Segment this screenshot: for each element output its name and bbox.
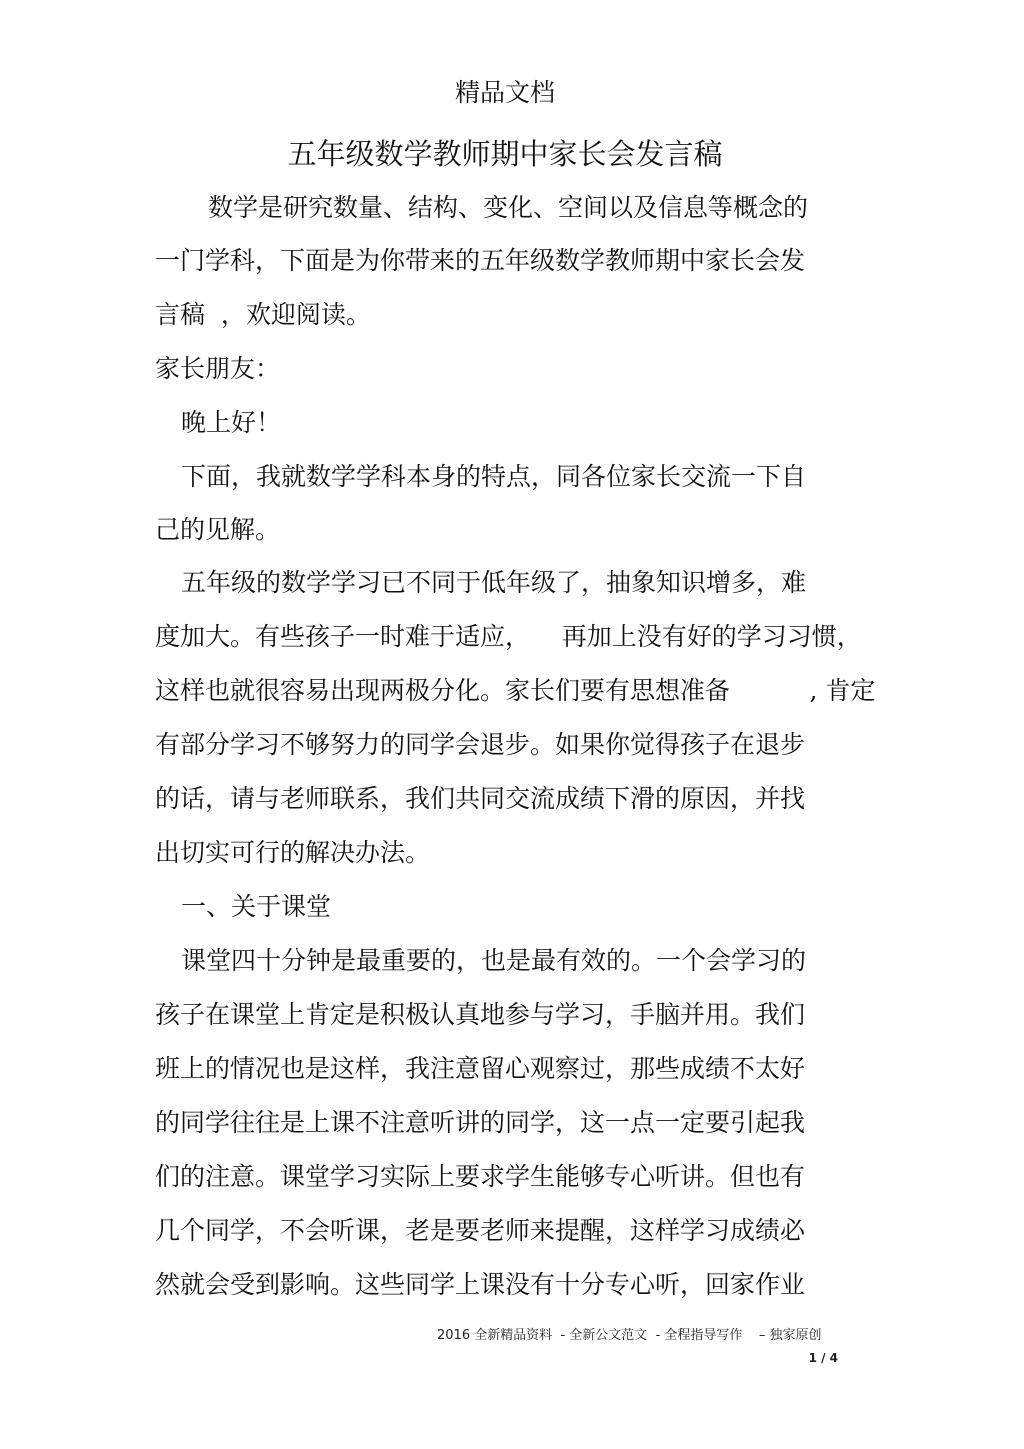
body-line: 的话，请与老师联系，我们共同交流成绩下滑的原因，并找: [155, 784, 806, 813]
body-line: 这样也就很容易出现两极分化。家长们要有思想准备 , 肯定: [155, 676, 876, 705]
body-line: 有部分学习不够努力的同学会退步。如果你觉得孩子在退步: [155, 730, 806, 759]
body-line: 出切实可行的解决办法。: [155, 838, 431, 867]
body-line: 的同学往往是上课不注意听讲的同学，这一点一定要引起我: [155, 1108, 806, 1137]
body-line: 孩子在课堂上肯定是积极认真地参与学习，手脑并用。我们: [155, 1000, 806, 1029]
page-number: 1 / 4: [808, 1351, 838, 1365]
section-heading: 一、关于课堂: [181, 892, 332, 921]
body-line: 一门学科，下面是为你带来的五年级数学教师期中家长会发: [155, 246, 806, 275]
greeting: 晚上好！: [181, 408, 282, 437]
document-title: 五年级数学教师期中家长会发言稿: [287, 137, 723, 171]
body-line: 度加大。有些孩子一时难于适应， 再加上没有好的学习习惯，: [155, 622, 862, 651]
body-line: 班上的情况也是这样，我注意留心观察过，那些成绩不太好: [155, 1054, 806, 1083]
page-header: 精品文档: [454, 78, 555, 107]
body-line: 言稿 ，欢迎阅读。: [155, 300, 371, 329]
body-line: 五年级的数学学习已不同于低年级了，抽象知识增多，难: [181, 568, 807, 597]
body-line: 然就会受到影响。这些同学上课没有十分专心听，回家作业: [155, 1270, 806, 1299]
page-footer: 2016 全新精品资料 - 全新公文范文 - 全程指导写作 – 独家原创: [437, 1328, 822, 1343]
body-line: 己的见解。: [155, 515, 281, 544]
body-line: 课堂四十分钟是最重要的，也是最有效的。一个会学习的: [181, 946, 807, 975]
body-line: 几个同学，不会听课，老是要老师来提醒，这样学习成绩必: [155, 1216, 806, 1245]
body-line: 们的注意。课堂学习实际上要求学生能够专心听讲。但也有: [155, 1162, 806, 1191]
body-line: 数学是研究数量、结构、变化、空间以及信息等概念的: [208, 193, 809, 222]
salutation: 家长朋友：: [155, 354, 281, 383]
body-line: 下面，我就数学学科本身的特点，同各位家长交流一下自: [181, 462, 807, 491]
